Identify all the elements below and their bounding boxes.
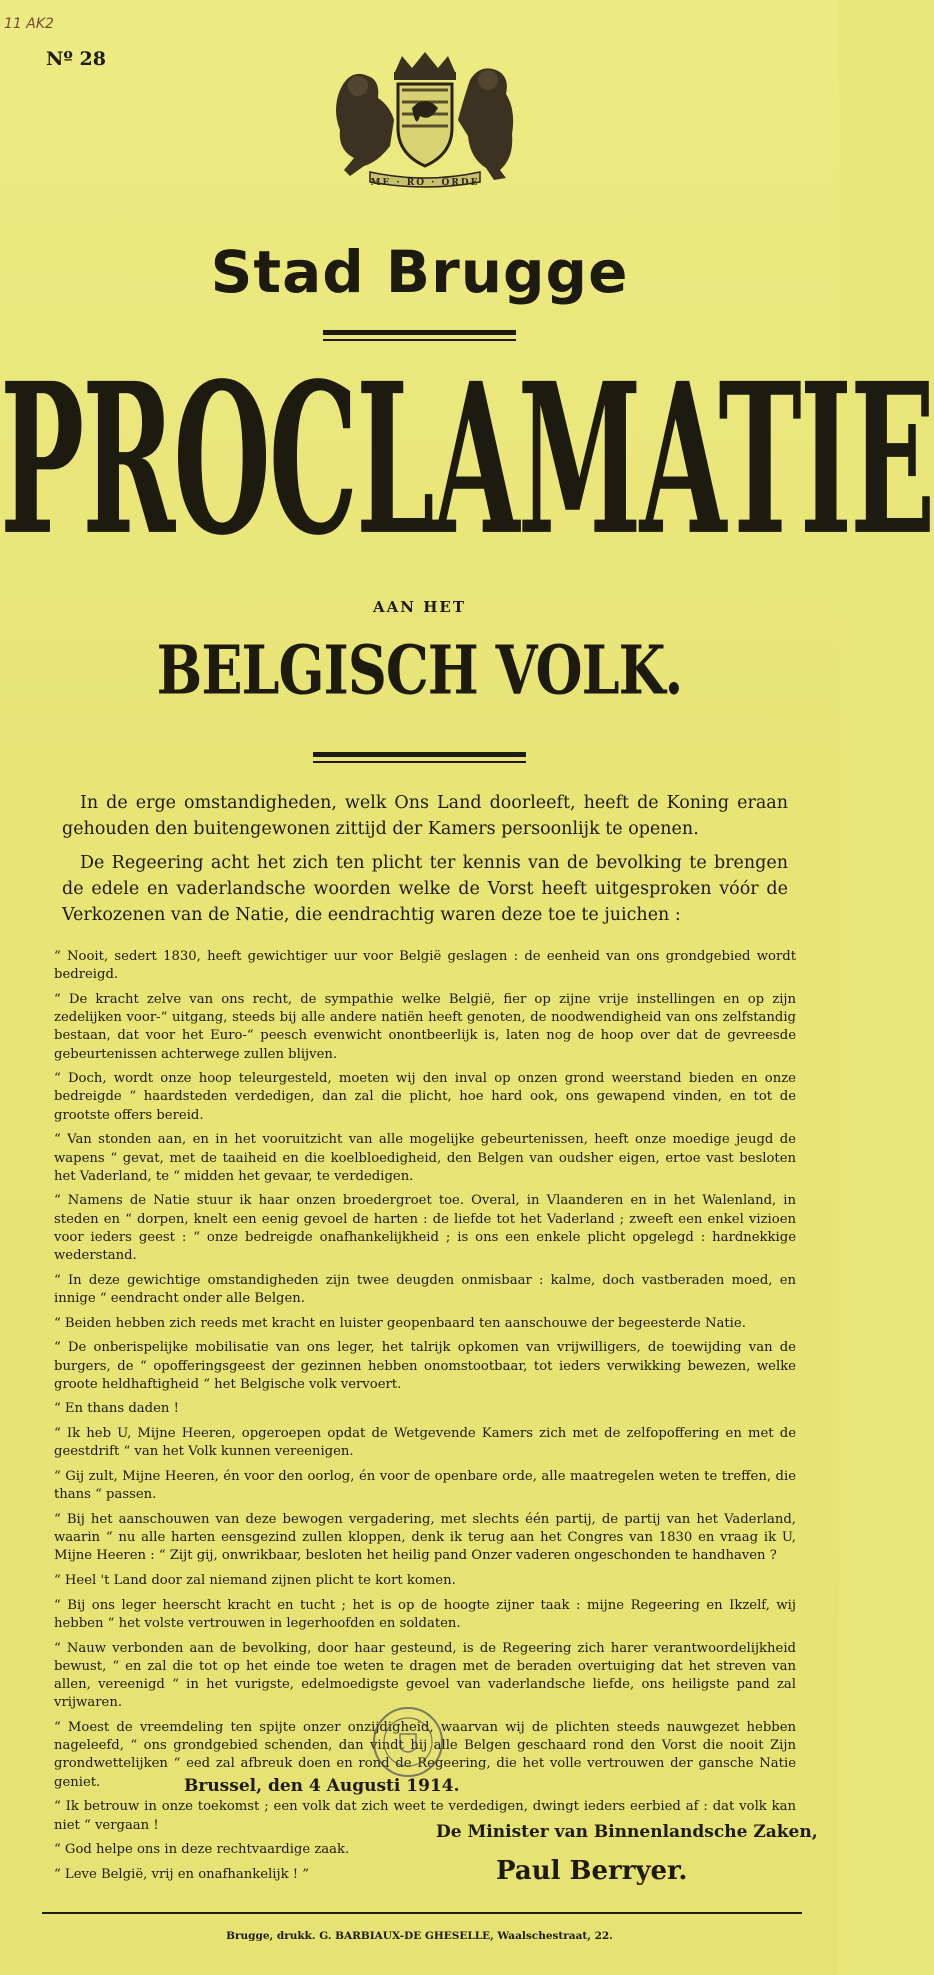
coat-of-arms-icon: [320, 50, 530, 190]
archive-margin-note: 11 AK2: [4, 16, 54, 32]
subheading-small: AAN HET: [373, 598, 466, 616]
speech-paragraph: “ God helpe ons in deze rechtvaardige zaak.: [54, 1842, 350, 1858]
speech-paragraph: “ Bij ons leger heerscht kracht en tucht ; het is op de hoogte zijner taak : mijne Regeering en Ikzelf, wij hebben “ het volste vertrouwen in legerhoofden en soldaten.: [54, 1597, 796, 1631]
speech-paragraph: “ Doch, wordt onze hoop teleurgesteld, moeten wij den inval op onzen grond weerstand bieden en onze bedreigde “ haardsteden verdedigen, dan zal die plicht, hoe hard ook, ons gewapend vinden, en tot de grootste offers bereid.: [54, 1071, 796, 1123]
speech-paragraph: “ Nooit, sedert 1830, heeft gewichtiger uur voor België geslagen : de eenheid van ons grondgebied wordt bedreigd.: [54, 949, 796, 983]
archive-stamp-icon: [370, 1704, 446, 1780]
intro-paragraph: De Regeering acht het zich ten plicht ter kennis van de bevolking te brengen de edele en vaderlandsche woorden welke de Vorst heeft uitgesproken vóór de Verkozenen van de Natie, die eendrachtig waren deze toe te juichen :: [62, 853, 788, 925]
place-and-date: Brussel, den 4 Augusti 1914.: [184, 1776, 460, 1796]
city-name: Stad Brugge: [210, 238, 629, 306]
divider-middle: [313, 752, 526, 762]
speech-paragraph: “ In deze gewichtige omstandigheden zijn twee deugden onmisbaar : kalme, doch vastberaden moed, en innige “ eendracht onder alle Belgen.: [54, 1272, 796, 1306]
speech-paragraph: “ Ik betrouw in onze toekomst ; een volk dat zich weet te verdedigen, dwingt ieders eerbied af : dat volk kan niet “ vergaan !: [54, 1799, 796, 1833]
speech-paragraph: “ Namens de Natie stuur ik haar onzen broedergroet toe. Overal, in Vlaanderen en in het Walenland, in steden en “ dorpen, knelt een eenig gevoel de harten : de liefde tot het Vaderland ; zweeft een enkel vizioen voor ieders geest : “ onze bedreigde onafhankelijkheid ; is ons een enkele plicht opgelegd : hardnekkige wederstand.: [54, 1193, 796, 1264]
minister-title: De Minister van Binnenlandsche Zaken,: [436, 1822, 818, 1842]
speech-paragraph: “ Beiden hebben zich reeds met kracht en luister geopenbaard ten aanschouwe der begeesterde Natie.: [54, 1315, 746, 1331]
speech-paragraph: “ Heel 't Land door zal niemand zijnen plicht te kort komen.: [54, 1573, 456, 1589]
speech-paragraph: “ De kracht zelve van ons recht, de sympathie welke België, fier op zijne vrije instellingen en op zijn zedelijken voor-“ uitgang, steeds bij alle andere natiën heeft genoten, de noodwendigheid van ons zelfstandig bestaan, dat voor het Euro-“ peesch evenwicht onontbeerlijk is, laten nog de hoop over dat de gevreesde gebeurtenissen achterwege zullen blijven.: [54, 991, 796, 1062]
intro-paragraph: In de erge omstandigheden, welk Ons Land doorleeft, heeft de Koning eraan gehouden den buitengewonen zittijd der Kamers persoonlijk te openen.: [62, 793, 788, 839]
speech-paragraph: “ Moest de vreemdeling ten spijte onzer onzijdigheid, waarvan wij de plichten steeds nauwgezet hebben nageleefd, “ ons grondgebied schenden, dan vindt hij alle Belgen geschaard rond den Vorst die nooit Zijn grondwettelijken “ eed zal afbreuk doen en rond de Regeering, die het volle vertrouwen der gansche Natie geniet.: [54, 1720, 796, 1790]
speech-paragraph: “ Nauw verbonden aan de bevolking, door haar gesteund, is de Regeering zich harer verantwoordelijkheid bewust, “ en zal die tot op het einde toe weten te dragen met de beraden overtuiging dat het streven van allen, vereenigd “ in het vurigste, edelmoedigste gevoel van vaderlandsche liefde, ons heiligste pand zal vrijwaren.: [54, 1640, 796, 1711]
speech-paragraph: “ De onberispelijke mobilisatie van ons leger, het talrijk opkomen van vrijwilligers, de toewijding van de burgers, de “ opofferingsgeest der gezinnen hebben onomstootbaar, tot ieders verwikking bewezen, welke groote heldhaftigheid “ het Belgische volk vervoert.: [54, 1340, 796, 1392]
minister-name: Paul Berryer.: [496, 1856, 688, 1886]
speech-paragraph: “ En thans daden !: [54, 1401, 179, 1417]
divider-bottom: [42, 1912, 802, 1914]
speech-paragraph: “ Leve België, vrij en onafhankelijk ! ”: [54, 1866, 310, 1882]
coat-of-arms-motto: ME · RO · ORDE: [370, 178, 480, 188]
divider-top: [323, 330, 516, 340]
printer-imprint: Brugge, drukk. G. BARBIAUX-DE GHESELLE, Waalschestraat, 22.: [226, 1930, 613, 1942]
speech-paragraph: “ Bij het aanschouwen van deze bewogen vergadering, met slechts één partij, de partij van het Vaderland, waarin “ nu alle harten eensgezind zullen kloppen, denk ik terug aan het Congres van 1830 en vraag ik U, Mijne Heeren : “ Zijt gij, onwrikbaar, besloten het heilig pand Onzer vaderen ongeschonden te handhaven ?: [54, 1511, 796, 1564]
speech-paragraph: “ Ik heb U, Mijne Heeren, opgeroepen opdat de Wetgevende Kamers zich met de zelfopoffering en met de geestdrift “ van het Volk kunnen vereenigen.: [54, 1426, 796, 1460]
subheading: BELGISCH VOLK.: [156, 629, 683, 710]
brugge-coat-of-arms: [320, 50, 530, 210]
speech-paragraph: “ Van stonden aan, en in het vooruitzicht van alle mogelijke gebeurtenissen, heeft onze moedige jeugd de wapens “ gevat, met de taaiheid en die koelbloedigheid, den Belgen van oudsher eigen, ertoe vast besloten het Vaderland, te “ midden het gevaar, te verdedigen.: [54, 1132, 796, 1184]
headline: PROCLAMATIE: [0, 339, 934, 582]
speech-paragraph: “ Gij zult, Mijne Heeren, én voor den oorlog, én voor de openbare orde, alle maatregelen weten te treffen, die thans “ passen.: [54, 1469, 796, 1503]
poster-number: Nº 28: [46, 48, 106, 70]
